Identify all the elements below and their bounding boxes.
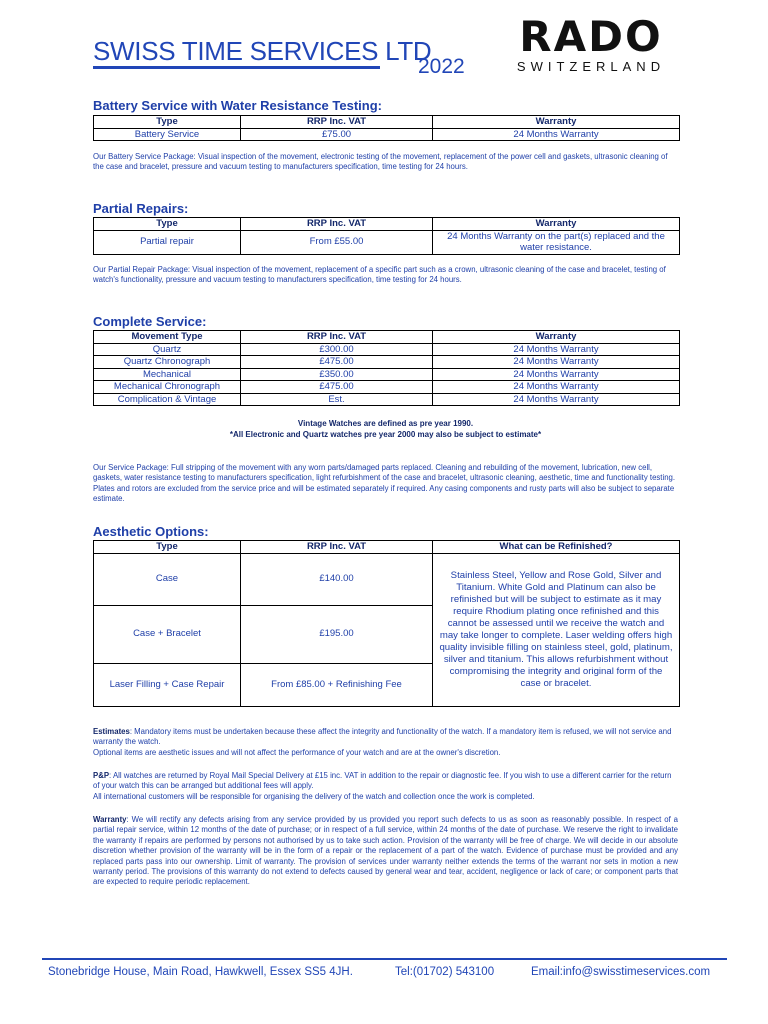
table-cell: Mechanical [94, 368, 241, 381]
table-cell: Case [94, 553, 241, 605]
table-cell: £300.00 [241, 343, 433, 356]
table-cell: 24 Months Warranty [433, 368, 680, 381]
warranty-terms [93, 815, 678, 888]
battery-section-title: Battery Service with Water Resistance Testing: [93, 98, 382, 113]
company-underline [93, 66, 380, 69]
pp-label: P&P [93, 771, 110, 780]
column-header: RRP Inc. VAT [241, 116, 433, 129]
table-cell: £475.00 [241, 356, 433, 369]
footer-phone: Tel:(01702) 543100 [395, 966, 495, 978]
vintage-note [93, 419, 678, 440]
table-cell: Est. [241, 393, 433, 406]
table-cell: From £55.00 [241, 230, 433, 254]
pp-text: : All watches are returned by Royal Mail Special Delivery at £15 inc. VAT in addition to the repair or diagnostic fee. If you wish to use a different carrier for the return of your watch this can be arranged but additional fees will apply. [93, 771, 672, 791]
table-cell: Quartz [94, 343, 241, 356]
column-header: Type [94, 218, 241, 231]
complete-description: Our Service Package: Full stripping of the movement with any worn parts/damaged parts replaced. Cleaning and rebuilding of the movement, lubrication, new cell, gaskets, water resistance testing to manufacturers specification, light refurbishment of the case and bracelet, ultrasonic cleaning, aesthetic, time and functionality testing. Plates and rotors are excluded from the service price and will be estimated separately if required. Any casing components and rusty parts will also be subject to separate estimate. [93, 463, 676, 504]
table-cell: £75.00 [241, 128, 433, 141]
complete-section-title: Complete Service: [93, 314, 207, 329]
vintage-note-line: Vintage Watches are defined as pre year 1990. [297, 419, 474, 428]
table-cell: 24 Months Warranty [433, 381, 680, 394]
complete-table [93, 330, 680, 406]
column-header: What can be Refinished? [433, 541, 680, 554]
aesthetic-section-title: Aesthetic Options: [93, 524, 209, 539]
table-cell: £475.00 [241, 381, 433, 394]
table-header-row [94, 218, 680, 231]
table-cell: 24 Months Warranty [433, 343, 680, 356]
table-row [94, 381, 680, 394]
partial-section-title: Partial Repairs: [93, 201, 189, 216]
column-header: RRP Inc. VAT [241, 218, 433, 231]
table-cell: Laser Filling + Case Repair [94, 663, 241, 706]
partial-description: Our Partial Repair Package: Visual inspection of the movement, replacement of a specific part such as a crown, ultrasonic cleaning of the case and bracelet, testing of watch's functionality, pressure and vacuum testing to manufacturers specification, time testing for 24 hours. [93, 265, 666, 285]
table-row [94, 343, 680, 356]
estimates-terms [93, 727, 678, 758]
battery-table [93, 115, 680, 141]
warranty-text: : We will rectify any defects arising from any service provided by us provided you report such defects to us as soon as reasonably possible. In respect of a partial repair service, within 12 months of the date of purchase; or in respect of a full service, within 24 months of the date of purchase. We reserve the right to invalidate the warranty if repairs are performed by persons not authorised by us to take such action. Provision of the warranty will be free of charge. We will decide in our absolute discretion whether provision of the warranty will be in the form of a repair or the replacement of a part of the watch. Evidence of purchase must be provided and any replaced parts pass into our ownership. Limit of warranty. The provision of services under warranty neither extends the terms of the warrant nor sets in motion a new warranty period. The provisions of this warranty do not extend to defects caused by general wear and tear, accident, negligence or lack of care; or component parts that are expected to require periodic replacement. [93, 815, 678, 887]
table-cell: Battery Service [94, 128, 241, 141]
footer-email: Email:info@swisstimeservices.com [531, 966, 711, 978]
table-row [94, 368, 680, 381]
aesthetic-table [93, 540, 680, 707]
year-label: 2022 [418, 55, 465, 78]
pp-paragraph-2: All international customers will be responsible for organising the delivery of the watch and collection once the work is completed. [93, 791, 535, 801]
estimates-text: : Mandatory items must be undertaken because these affect the integrity and functionality of the watch. If a mandatory item is refused, we will not service and warranty the watch. [93, 727, 672, 747]
table-cell: £195.00 [241, 605, 433, 663]
table-cell: Case + Bracelet [94, 605, 241, 663]
table-cell: Partial repair [94, 230, 241, 254]
table-cell: Quartz Chronograph [94, 356, 241, 369]
table-row [94, 393, 680, 406]
battery-description: Our Battery Service Package: Visual inspection of the movement, electronic testing of the movement, replacement of the power cell and gaskets, ultrasonic cleaning of the case and bracelet, pressure and vacuum testing to manufacturers specification, time testing for 24 hours. [93, 152, 668, 172]
refinish-cell: Stainless Steel, Yellow and Rose Gold, Silver and Titanium. White Gold and Platinum can also be refinished but will be subject to estimate as it may require Rhodium plating once refinished and this cannot be assessed until we receive the watch and may take longer to complete. Laser welding offers high quality invisible filling on stainless steel, gold, platinum, silver and titanium. This allows refurbishment without compromising the integrity and original form of the case or bracelet. [433, 553, 680, 706]
table-cell: From £85.00 + Refinishing Fee [241, 663, 433, 706]
table-header-row [94, 116, 680, 129]
estimates-label: Estimates [93, 727, 130, 736]
brand-subtitle: SWITZERLAND [516, 59, 666, 74]
brand-logo [506, 14, 676, 74]
table-cell: Complication & Vintage [94, 393, 241, 406]
table-cell: 24 Months Warranty [433, 128, 680, 141]
estimate-note-line: *All Electronic and Quartz watches pre year 2000 may also be subject to estimate* [229, 429, 542, 439]
table-row [94, 356, 680, 369]
estimates-paragraph-2: Optional items are aesthetic issues and will not affect the performance of your watch and are at the owner's discretion. [93, 747, 501, 757]
estimates-paragraph [93, 727, 678, 748]
column-header: Warranty [433, 218, 680, 231]
partial-table [93, 217, 680, 255]
table-cell: £350.00 [241, 368, 433, 381]
column-header: RRP Inc. VAT [241, 331, 433, 344]
table-cell: Mechanical Chronograph [94, 381, 241, 394]
table-header-row [94, 331, 680, 344]
table-row [94, 128, 680, 141]
table-header-row [94, 541, 680, 554]
pp-paragraph [93, 771, 678, 792]
table-row [94, 230, 680, 254]
table-cell: 24 Months Warranty on the part(s) replaced and the water resistance. [433, 230, 680, 254]
column-header: Type [94, 116, 241, 129]
pp-terms [93, 771, 678, 802]
footer-address: Stonebridge House, Main Road, Hawkwell, Essex SS5 4JH. [48, 966, 353, 978]
column-header: RRP Inc. VAT [241, 541, 433, 554]
footer-divider [42, 958, 727, 960]
company-name: SWISS TIME SERVICES LTD [93, 36, 432, 66]
table-cell: 24 Months Warranty [433, 356, 680, 369]
table-row [94, 553, 680, 605]
table-cell: £140.00 [241, 553, 433, 605]
column-header: Type [94, 541, 241, 554]
warranty-label: Warranty [93, 815, 127, 824]
column-header: Warranty [433, 331, 680, 344]
column-header: Movement Type [94, 331, 241, 344]
table-cell: 24 Months Warranty [433, 393, 680, 406]
brand-name: RADO [519, 12, 663, 61]
column-header: Warranty [433, 116, 680, 129]
